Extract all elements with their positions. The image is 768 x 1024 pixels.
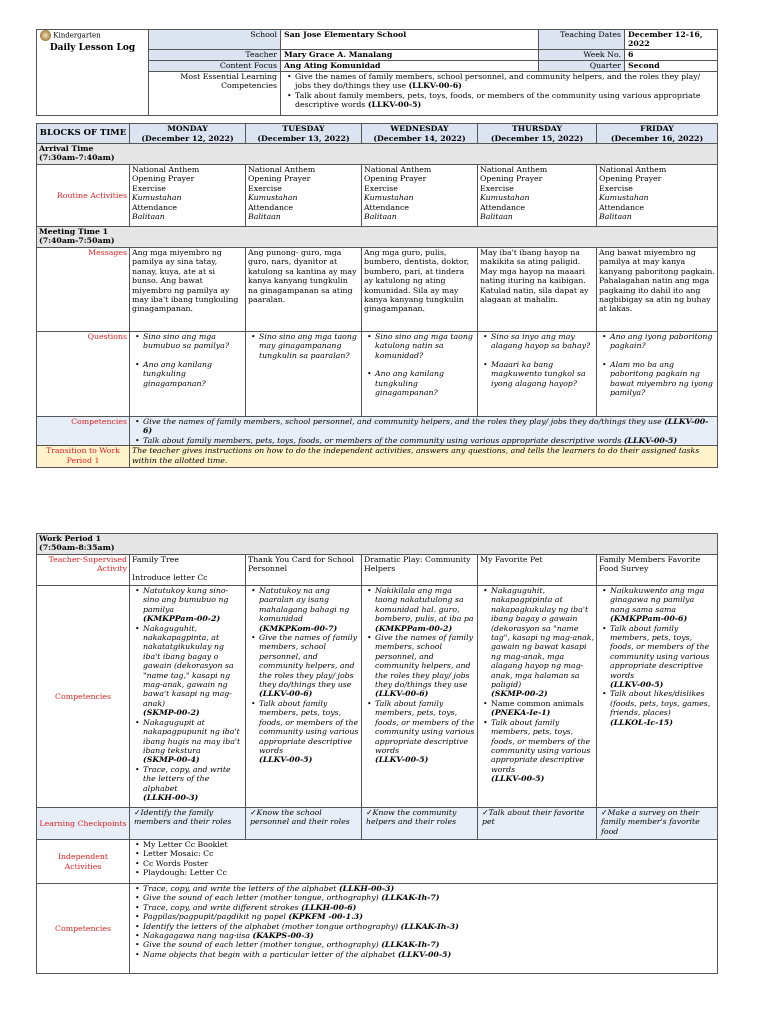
competency-item: • Talk about family members, pets, toys, foods, or members of the community using various appropriate descriptive words (LLKV-00-5) bbox=[610, 624, 715, 690]
checkpoint-monday: ✓ Identify the family members and their roles bbox=[130, 808, 246, 840]
teacher-value: Mary Grace A. Manalang bbox=[281, 49, 539, 60]
work-competencies-label: Competencies bbox=[37, 586, 130, 808]
quarter-label: Quarter bbox=[539, 60, 625, 71]
school-label: School bbox=[149, 30, 281, 50]
doc-title: Daily Lesson Log bbox=[49, 43, 136, 53]
independent-competencies-label: Competencies bbox=[37, 884, 130, 974]
competency-item: • Nakaguguhit, nakapagpipinta at nakapagkukulay ng iba't ibang bagay o gawain (dekorasyon sa "name tag", kasapi ng mag-anak, gawain ng bawat kasapi ng mag-anak, mga alagang hayop ng mag-anak, mga halaman sa paligid) (SKMP-00-2) bbox=[491, 586, 594, 699]
activity-thursday: My Favorite Pet bbox=[478, 555, 597, 586]
independent-competency-item: • Give the sound of each letter (mother tongue, orthography) (LLKAK-Ih-7) bbox=[143, 940, 715, 949]
message-friday: Ang bawat miyembro ng pamilya at may kanya kanyang paboritong pagkain. Pahalagahan natin ang mga pagkaing ito dahil ito ang nagbibigay sa atin ng buhay at lakas. bbox=[597, 248, 718, 332]
message-thursday: May iba't ibang hayop na makikita sa ating paligid. May mga hayop na maaari nating ituring na kaibigan. Katulad natin, sila dapat ay alagaan at mahalin. bbox=[478, 248, 597, 332]
activity-wednesday: Dramatic Play: Community Helpers bbox=[362, 555, 478, 586]
focus-value: Ang Ating Komunidad bbox=[281, 60, 539, 71]
competencies-label: Competencies bbox=[37, 417, 130, 446]
checkpoint-tuesday: ✓ Know the school personnel and their roles bbox=[246, 808, 362, 840]
competency-item: • Give the names of family members, school personnel, and community helpers, and the roles they play/ jobs they do/things they use (LLKV-00-6) bbox=[375, 633, 475, 699]
message-monday: Ang mga miyembro ng pamilya ay sina tatay, nanay, kuya, ate at si bunso. Ang bawat miyembro ng pamilya ay may iba't ibang tungkuling ginagampanan. bbox=[130, 248, 246, 332]
deped-logo-icon bbox=[40, 30, 51, 41]
header-block bbox=[36, 29, 717, 116]
activity-tuesday: Thank You Card for School Personnel bbox=[246, 555, 362, 586]
competency-item: • Trace, copy, and write the letters of the alphabet (LLKH-00-3) bbox=[143, 765, 243, 803]
routine-cell: National Anthem Opening Prayer Exercise Kumustahan Attendance Balitaan bbox=[362, 165, 478, 227]
school-value: San Jose Elementary School bbox=[281, 30, 539, 50]
independent-competency-item: • Pagpilas/pagpupit/pagdikit ng papel (KPKFM -00-1.3) bbox=[143, 912, 715, 921]
focus-label: Content Focus bbox=[149, 60, 281, 71]
messages-label: Messages bbox=[37, 248, 130, 332]
routine-cell: National Anthem Opening Prayer Exercise Kumustahan Attendance Balitaan bbox=[597, 165, 718, 227]
independent-activities-label: Independent Activities bbox=[37, 840, 130, 884]
work-period-block bbox=[36, 533, 717, 974]
wednesday-header: WEDNESDAY (December 14, 2022) bbox=[362, 124, 478, 144]
quarter-value: Second bbox=[625, 60, 718, 71]
mel-label: Most Essential Learning Competencies bbox=[149, 71, 281, 115]
routine-activities-label: Routine Activities bbox=[37, 165, 130, 227]
checkpoint-friday: ✓ Make a survey on their family member's favorite food bbox=[597, 808, 718, 840]
activity-monday: Family Tree Introduce letter Cc bbox=[130, 555, 246, 586]
independent-competencies-list bbox=[130, 884, 718, 974]
work-period-section: Work Period 1 (7:50am-8:35am) bbox=[37, 534, 718, 555]
mel-item: • Give the names of family members, school personnel, and community helpers, and the roles they play/ jobs they do/things they use (LLKV-00-6) bbox=[295, 72, 714, 91]
questions-tuesday: • Sino sino ang mga taong may ginagampanang tungkulin sa paaralan? bbox=[246, 332, 362, 417]
week-label: Week No. bbox=[539, 49, 625, 60]
activity-friday: Family Members Favorite Food Survey bbox=[597, 555, 718, 586]
week-value: 6 bbox=[625, 49, 718, 60]
competency-item: • Talk about family members, pets, toys, foods, or members of the community using various appropriate descriptive words (LLKV-00-5) bbox=[259, 699, 359, 765]
work-period-table bbox=[36, 533, 718, 974]
competency-item: • Natutukoy na ang paaralan ay isang mahalagang bahagi ng komunidad (KMKPKom-00-7) bbox=[259, 586, 359, 633]
questions-label: Questions bbox=[37, 332, 130, 417]
schedule-block bbox=[36, 123, 717, 468]
questions-monday: • Sino sino ang mga bumubuo sa pamilya? • Ano ang kanilang tungkuling ginagampanan? bbox=[130, 332, 246, 417]
independent-activity-item: • Cc Words Poster bbox=[143, 859, 715, 868]
checkpoint-thursday: ✓ Talk about their favorite pet bbox=[478, 808, 597, 840]
questions-wednesday: • Sino sino ang mga taong katulong natin sa komunidad? • Ano ang kanilang tungkuling ginagampanan? bbox=[362, 332, 478, 417]
tuesday-header: TUESDAY (December 13, 2022) bbox=[246, 124, 362, 144]
message-wednesday: Ang mga guro, pulis, bumbero, dentista, doktor, bumbero, pari, at tindera ay katulong ng ating komunidad. Sila ay may kanya kanyang tungkulin ginagampanan. bbox=[362, 248, 478, 332]
friday-header: FRIDAY (December 16, 2022) bbox=[597, 124, 718, 144]
blocks-of-time-header: BLOCKS OF TIME bbox=[37, 124, 130, 144]
meeting-competencies: • Give the names of family members, school personnel, and community helpers, and the roles they play/ jobs they do/things they use (LLKV-00-6) • Talk about family members, pets, toys, foods, or members of the community using various appropriate descriptive words (LLKV-00-5) bbox=[130, 417, 718, 446]
routine-cell: National Anthem Opening Prayer Exercise Kumustahan Attendance Balitaan bbox=[246, 165, 362, 227]
independent-activity-item: • Playdough: Letter Cc bbox=[143, 868, 715, 877]
schedule-table bbox=[36, 123, 718, 468]
competency-item: • Talk about family members, pets, toys, foods, or members of the community using various appropriate descriptive words (LLKV-00-5) bbox=[491, 718, 594, 784]
work-comp-tuesday bbox=[246, 586, 362, 808]
competency-item: • Name common animals (PNEKA-Ie-1) bbox=[491, 699, 594, 718]
work-comp-friday bbox=[597, 586, 718, 808]
competency-item: • Talk about family members, pets, toys, foods, or members of the community using various appropriate descriptive words (LLKV-00-5) bbox=[375, 699, 475, 765]
independent-competency-item: • Trace, copy, and write different strokes (LLKH-00-6) bbox=[143, 903, 715, 912]
arrival-time-section: Arrival Time (7:30am-7:40am) bbox=[37, 144, 718, 165]
teacher-label: Teacher bbox=[149, 49, 281, 60]
independent-competency-item: • Identify the letters of the alphabet (mother tongue orthography) (LLKAK-Ih-3) bbox=[143, 922, 715, 931]
routine-cell: National Anthem Opening Prayer Exercise Kumustahan Attendance Balitaan bbox=[478, 165, 597, 227]
kinder-label: Kindergarten bbox=[53, 31, 101, 40]
independent-activities-list bbox=[130, 840, 718, 884]
competency-item: • Naikukuwento ang mga ginagawa ng pamilya nang sama sama (KMKPPam-00-6) bbox=[610, 586, 715, 624]
competency-item: • Nakikilala ang mga taong nakatutulong sa komunidad hal. guro, bombero, pulis, at iba pa (KMKPPam-00-2) bbox=[375, 586, 475, 633]
independent-activity-item: • My Letter Cc Booklet bbox=[143, 840, 715, 849]
competency-item: • Nakagugupit at nakapagpupunit ng iba't ibang hugis na may iba't ibang tekstura (SKMP-00-4) bbox=[143, 718, 243, 765]
independent-competency-item: • Give the sound of each letter (mother tongue, orthography) (LLKAK-Ih-7) bbox=[143, 893, 715, 902]
routine-cell: National Anthem Opening Prayer Exercise Kumustahan Attendance Balitaan bbox=[130, 165, 246, 227]
transition-text: The teacher gives instructions on how to do the independent activities, answers any questions, and tells the learners to do their assigned tasks within the allotted time. bbox=[130, 446, 718, 468]
logo-cell bbox=[37, 30, 149, 116]
competency-item: • Give the names of family members, school personnel, and community helpers, and the roles they play/ jobs they do/things they use (LLKV-00-6) bbox=[259, 633, 359, 699]
work-comp-thursday bbox=[478, 586, 597, 808]
monday-header: MONDAY (December 12, 2022) bbox=[130, 124, 246, 144]
transition-label: Transition to Work Period 1 bbox=[37, 446, 130, 468]
questions-friday: • Ano ang iyong paboritong pagkain? • Alam mo ba ang paboritong pagkain ng bawat miyembro ng iyong pamilya? bbox=[597, 332, 718, 417]
header-table bbox=[36, 29, 718, 116]
competency-item: • Nakaguguhit, nakakapagpinta, at nakatatgikukulay ng iba't ibang bagay o gawain (dekorasyon sa "name tag," kasapi ng mag-anak, gawain ng bawa't kasapi ng mag-anak) (SKMP-00-2) bbox=[143, 624, 243, 718]
work-comp-monday bbox=[130, 586, 246, 808]
competency-item: • Talk about likes/dislikes (foods, pets, toys, games, friends, places) (LLKOL-Ic-15) bbox=[610, 689, 715, 727]
independent-competency-item: • Name objects that begin with a particular letter of the alphabet (LLKV-00-5) bbox=[143, 950, 715, 959]
teacher-supervised-label: Teacher-Supervised Activity bbox=[37, 555, 130, 586]
meeting-time-section: Meeting Time 1 (7:40am-7:50am) bbox=[37, 227, 718, 248]
work-comp-wednesday bbox=[362, 586, 478, 808]
dates-value: December 12-16, 2022 bbox=[625, 30, 718, 50]
mel-item: • Talk about family members, pets, toys, foods, or members of the community using various appropriate descriptive words (LLKV-00-5) bbox=[295, 91, 714, 110]
independent-activity-item: • Letter Mosaic: Cc bbox=[143, 849, 715, 858]
questions-thursday: • Sino sa inyo ang may alagang hayop sa bahay? • Maaari ka bang magkuwento tungkol sa iyong alagang hayop? bbox=[478, 332, 597, 417]
checkpoint-wednesday: ✓ Know the community helpers and their roles bbox=[362, 808, 478, 840]
thursday-header: THURSDAY (December 15, 2022) bbox=[478, 124, 597, 144]
independent-competency-item: • Trace, copy, and write the letters of the alphabet (LLKH-00-3) bbox=[143, 884, 715, 893]
mel-list bbox=[281, 71, 718, 115]
competency-item: • Natutukoy kung sino-sino ang bumubuo ng pamilya (KMKPPam-00-2) bbox=[143, 586, 243, 624]
learning-checkpoints-label: Learning Checkpoints bbox=[37, 808, 130, 840]
dates-label: Teaching Dates bbox=[539, 30, 625, 50]
independent-competency-item: • Nakagagawa nang nag-iisa (KAKPS-00-3) bbox=[143, 931, 715, 940]
message-tuesday: Ang punong- guro, mga guro, nars, dyanitor at katulong sa kantina ay may kanya kanyang tungkulin na ginagampanan sa ating paaralan. bbox=[246, 248, 362, 332]
